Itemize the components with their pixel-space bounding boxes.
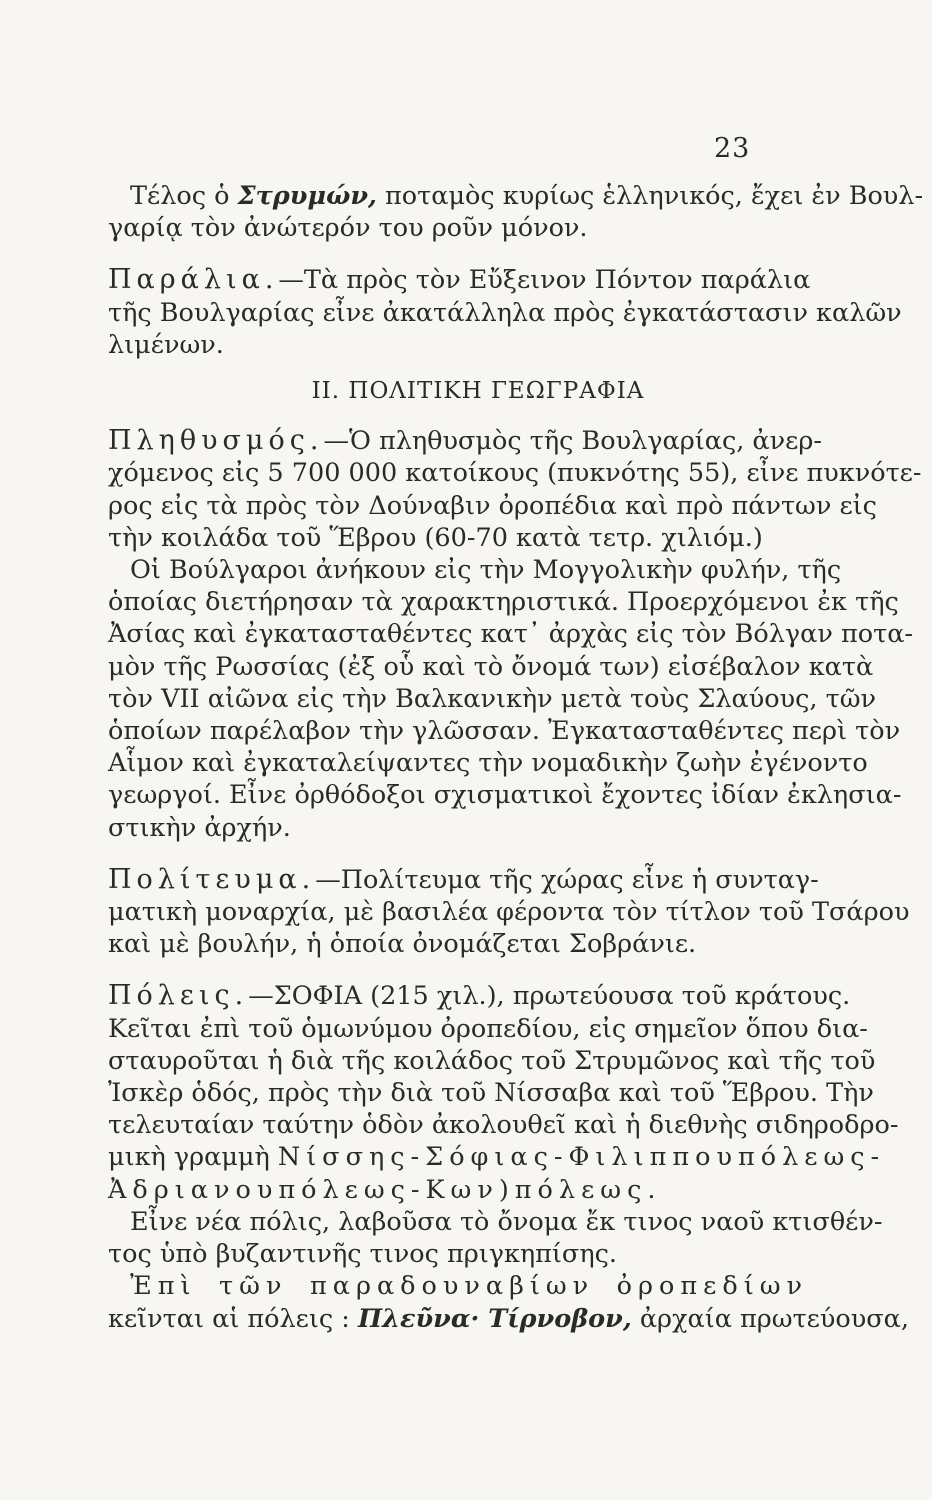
paragraph-population: Πληθυσμός.—Ὁ πληθυσμὸς τῆς Βουλγαρίας, ἀνερ- χόμενος εἰς 5 700 000 κατοίκους (πυκνότης 55), εἶνε πυκνότε- ρος εἰς τὰ πρὸς τὸν Δούναβιν ὀροπέδια καὶ πρὸ πάντων εἰς τὴν κοιλάδα τοῦ Ἕβρου (60-70 κατὰ τετρ. χιλιόμ.) [108,425,922,553]
page-number: 23 [714,133,751,164]
section-heading-coast: Παράλια. [108,264,279,296]
paragraph-government: Πολίτευμα.—Πολίτευμα τῆς χώρας εἶνε ἡ συνταγ- ματικὴ μοναρχία, μὲ βασιλέα φέροντα τὸν τίτλον τοῦ Τσάρου καὶ μὲ βουλήν, ἡ ὁποία ὀνομάζεται Σοβράνιε. [108,863,910,960]
railway-line-name: Νίσσης-Σόφιας-Φιλιππουπόλεως- [277,1142,886,1173]
section-heading-cities: Πόλεις. [108,980,249,1012]
paragraph-strymon: Τέλος ὁ Στρυμών, ποταμὸς κυρίως ἑλληνικός, ἔχει ἐν Βουλ- γαρίᾳ τὸν ἀνώτερόν του ροῦν μόνον. [108,181,924,244]
paragraph-danube-plateaus: Ἐπὶ τῶν παραδουναβίων ὀροπεδίων κεῖνται αἱ πόλεις : Πλεῦνα· Τίρνοβον, ἀρχαία πρωτεύουσα, [108,1271,909,1334]
section-heading-government: Πολίτευμα. [108,863,316,895]
paragraph-origins: Οἱ Βούλγαροι ἀνήκουν εἰς τὴν Μογγολικὴν φυλήν, τῆς ὁποίας διετήρησαν τὰ χαρακτηριστικά. Προερχόμενοι ἐκ τῆς Ἀσίας καὶ ἐγκατασταθέντες κατ᾽ ἀρχὰς εἰς τὸν Βόλγαν ποτα- μὸν τῆς Ρωσσίας (ἐξ οὗ καὶ τὸ ὄνομά των) εἰσέβαλον κατὰ τὸν VII αἰῶνα εἰς τὴν Βαλκανικὴν μετὰ τοὺς Σλαύους, τῶν ὁποίων παρέλαβον τὴν γλῶσσαν. Ἐγκατασταθέντες περὶ τὸν Αἷμον καὶ ἐγκαταλείψαντες τὴν νομαδικὴν ζωὴν ἐγένοντο γεωργοί. Εἶνε ὀρθόδοξοι σχισματικοὶ ἔχοντες ἰδίαν ἐκλησια- στικὴν ἀρχήν. [108,555,914,843]
paragraph-coast: Παράλια.—Τὰ πρὸς τὸν Εὔξεινον Πόντον παράλια τῆς Βουλγαρίας εἶνε ἀκατάλληλα πρὸς ἐγκατάστασιν καλῶν λιμένων. [108,264,902,360]
city-names: Πλεῦνα· Τίρνοβον, [357,1303,632,1334]
paragraph-cities: Πόλεις.—ΣΟΦΙΑ (215 χιλ.), πρωτεύουσα τοῦ κράτους. Κεῖται ἐπὶ τοῦ ὁμωνύμου ὀροπεδίου, εἰς σημεῖον ὅπου δια- σταυροῦται ἡ διὰ τῆς κοιλάδος τοῦ Στρυμῶνος καὶ τῆς τοῦ Ἰσκὲρ ὁδός, πρὸς τὴν διὰ τοῦ Νίσσαβα καὶ τοῦ Ἕβρου. Τὴν τελευταίαν ταύτην ὁδὸν ἀκολουθεῖ καὶ ἡ διεθνὴς σιδηροδρο- μικὴ γραμμὴ Νίσσης-Σόφιας-Φιλιππουπόλεως- Ἀδριανουπόλεως-Κων)πόλεως. [108,980,899,1205]
river-name: Στρυμών, [237,181,377,211]
body-text [108,180,924,1335]
paragraph-sofia-name: Εἶνε νέα πόλις, λαβοῦσα τὸ ὄνομα ἔκ τινος ναοῦ κτισθέν- τος ὑπὸ βυζαντινῆς τινος πριγκηπίσης. [108,1206,883,1270]
section-heading-population: Πληθυσμός. [108,425,324,457]
chapter-title: II. ΠΟΛΙΤΙΚΗ ΓΕΩΓΡΑΦΙΑ [311,378,645,405]
